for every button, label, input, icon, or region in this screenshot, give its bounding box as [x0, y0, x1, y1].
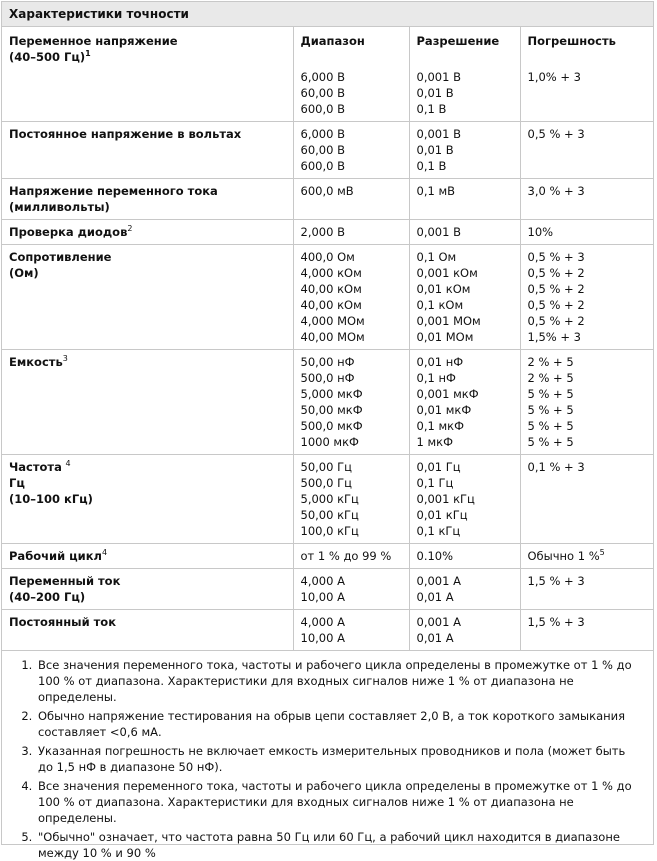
range-value: 50,00 нФ	[300, 355, 355, 369]
row-name-line: (Ом)	[9, 266, 39, 280]
footnote-ref: 2	[127, 224, 133, 234]
spec-table-body	[2, 27, 653, 651]
resolution-cell	[409, 569, 520, 610]
range-value: 500,0 нФ	[300, 371, 355, 385]
range-value: 600,0 В	[300, 102, 345, 116]
row-name-line: Сопротивление	[9, 250, 112, 264]
row-name-line: Частота	[9, 460, 62, 474]
resolution-value: 0,1 Ом	[416, 250, 457, 264]
range-cell	[293, 544, 409, 569]
footnote-ref: 1	[85, 49, 91, 59]
range-value: 4,000 А	[300, 574, 345, 588]
row-name-line: Постоянное напряжение в вольтах	[9, 127, 242, 141]
resolution-value: 0,01 МОм	[416, 330, 474, 344]
footnote-ref: 4	[101, 548, 108, 558]
row-name-line: Переменный ток	[9, 574, 121, 588]
error-cell	[520, 544, 653, 569]
parameter-cell	[2, 455, 293, 544]
range-value: 4,000 кОм	[300, 266, 362, 280]
resolution-cell	[409, 455, 520, 544]
footnote-item: 4. Все значения переменного тока, частоты и рабочего цикла определены в промежутке от 1 % до 100 % от диапазона. Характеристики для входных сигналов ниже 1 % от диапазона не определены.	[36, 778, 643, 826]
range-cell	[293, 455, 409, 544]
resolution-value: 0,01 В	[416, 86, 454, 100]
range-cell	[293, 69, 409, 122]
error-value: 5 % + 5	[527, 419, 574, 433]
range-value: 500,0 Гц	[300, 476, 352, 490]
accuracy-spec-panel	[1, 1, 654, 860]
resolution-cell	[409, 220, 520, 245]
range-cell	[293, 122, 409, 179]
resolution-cell	[409, 179, 520, 220]
range-value: 50,00 кГц	[300, 508, 359, 522]
error-cell	[520, 69, 653, 122]
panel-title	[2, 2, 653, 27]
spec-table	[2, 27, 653, 651]
range-value: 40,00 кОм	[300, 298, 362, 312]
error-value	[528, 548, 648, 564]
range-value: 4,000 МОм	[300, 314, 365, 328]
error-value: 1,0% + 3	[527, 70, 581, 84]
resolution-value: 0,001 В	[416, 127, 461, 141]
error-value: 0,5 % + 2	[527, 298, 585, 312]
error-cell	[520, 179, 653, 220]
table-row	[2, 610, 653, 651]
error-value: 5 % + 5	[527, 435, 574, 449]
range-value: 600,0 мВ	[300, 184, 354, 198]
resolution-value: 0.10%	[416, 549, 454, 563]
parameter-cell	[2, 610, 293, 651]
resolution-value: 0,001 кОм	[416, 266, 478, 280]
table-row	[2, 122, 653, 179]
row-name-line: Переменное напряжение	[9, 34, 178, 48]
row-name-line: Рабочий цикл	[9, 549, 102, 563]
range-cell	[293, 610, 409, 651]
header-parameter-cell	[2, 27, 293, 69]
range-value: 60,00 В	[300, 143, 345, 157]
error-value: 10%	[527, 225, 554, 239]
range-value: 500,0 мкФ	[300, 419, 363, 433]
range-value: 50,00 Гц	[300, 460, 352, 474]
footnote-item: 2. Обычно напряжение тестирования на обрыв цепи составляет 2,0 В, а ток короткого замыкания составляет <0,6 мА.	[36, 708, 643, 740]
parameter-cell	[2, 544, 293, 569]
table-row	[2, 350, 653, 455]
error-cell	[520, 245, 653, 350]
parameter-cell	[2, 122, 293, 179]
range-value: 60,00 В	[300, 86, 345, 100]
range-cell	[293, 350, 409, 455]
header-range: Диапазон	[293, 27, 409, 69]
resolution-value: 0,001 В	[416, 70, 461, 84]
resolution-value: 0,01 А	[416, 631, 454, 645]
resolution-value: 0,001 мкФ	[416, 387, 479, 401]
parameter-cell	[2, 69, 293, 122]
resolution-value: 0,1 мВ	[416, 184, 456, 198]
error-value: 5 % + 5	[527, 403, 574, 417]
range-value: 6,000 В	[300, 70, 345, 84]
error-value: 1,5 % + 3	[527, 615, 585, 629]
resolution-value: 0,01 Гц	[416, 460, 461, 474]
range-cell	[293, 220, 409, 245]
resolution-value: 0,1 В	[416, 102, 447, 116]
resolution-value: 0,001 А	[416, 574, 461, 588]
resolution-value: 0,1 нФ	[416, 371, 456, 385]
range-value: 10,00 А	[300, 631, 345, 645]
resolution-value: 0,001 кГц	[416, 492, 475, 506]
range-value: 5,000 мкФ	[300, 387, 363, 401]
footnote-ref: 5	[599, 548, 605, 558]
row-name-line: (40–500 Гц)	[9, 50, 86, 64]
row-name-line: Гц	[9, 476, 25, 490]
resolution-value: 1 мкФ	[416, 435, 453, 449]
resolution-cell	[409, 69, 520, 122]
resolution-value: 0,01 мкФ	[416, 403, 472, 417]
error-cell	[520, 569, 653, 610]
footnote-ref: 3	[62, 354, 68, 364]
footnotes-list	[12, 657, 643, 861]
footnote-item: 3. Указанная погрешность не включает емкость измерительных проводников и пола (может быть до 1,5 нФ в диапазоне 50 нФ).	[36, 743, 643, 775]
parameter-cell	[2, 220, 293, 245]
error-value: 0,1 % + 3	[527, 460, 585, 474]
error-value: 1,5% + 3	[527, 330, 581, 344]
resolution-cell	[409, 245, 520, 350]
resolution-value: 0,1 мкФ	[416, 419, 464, 433]
range-value: 400,0 Ом	[300, 250, 355, 264]
header-resolution: Разрешение	[409, 27, 520, 69]
row-name-line: Напряжение переменного тока	[9, 184, 218, 198]
resolution-value: 0,01 кГц	[416, 508, 468, 522]
table-header-row	[2, 27, 653, 69]
resolution-value: 0,1 кГц	[416, 524, 461, 538]
range-cell	[293, 245, 409, 350]
range-value: 6,000 В	[300, 127, 345, 141]
error-value: 3,0 % + 3	[527, 184, 585, 198]
range-value: 2,000 В	[300, 225, 345, 239]
table-row	[2, 179, 653, 220]
table-row	[2, 569, 653, 610]
error-cell	[520, 455, 653, 544]
footnote-item: 5. "Обычно" означает, что частота равна 50 Гц или 60 Гц, а рабочий цикл находится в диапазоне между 10 % и 90 %	[36, 829, 643, 861]
panel-title-text: Характеристики точности	[9, 7, 189, 21]
error-value: 0,5 % + 3	[527, 127, 585, 141]
row-name-line: Проверка диодов	[9, 225, 128, 239]
footnote-item: 1. Все значения переменного тока, частоты и рабочего цикла определены в промежутке от 1 % до 100 % от диапазона. Характеристики для входных сигналов ниже 1 % от диапазона не определены.	[36, 657, 643, 705]
range-value: 40,00 МОм	[300, 330, 365, 344]
range-value: 1000 мкФ	[300, 435, 359, 449]
footnotes	[2, 651, 653, 861]
range-value: 4,000 А	[300, 615, 345, 629]
table-row	[2, 69, 653, 122]
row-name-line: Постоянный ток	[9, 615, 117, 629]
range-value: 5,000 кГц	[300, 492, 359, 506]
table-row	[2, 220, 653, 245]
error-value: 0,5 % + 3	[527, 250, 585, 264]
range-value: 40,00 кОм	[300, 282, 362, 296]
row-name-line: (милливольты)	[9, 200, 110, 214]
error-value: 0,5 % + 2	[527, 266, 585, 280]
table-row	[2, 245, 653, 350]
resolution-value: 0,01 кОм	[416, 282, 471, 296]
resolution-cell	[409, 122, 520, 179]
parameter-cell	[2, 569, 293, 610]
parameter-cell	[2, 179, 293, 220]
error-value: 0,5 % + 2	[527, 282, 585, 296]
header-error: Погрешность	[520, 27, 653, 69]
range-cell	[293, 569, 409, 610]
error-value-text: Обычно 1 %	[527, 549, 600, 563]
row-name-line: Емкость	[9, 355, 63, 369]
resolution-cell	[409, 544, 520, 569]
resolution-value: 0,1 кОм	[416, 298, 464, 312]
error-value: 2 % + 5	[527, 371, 574, 385]
resolution-value: 0,001 МОм	[416, 314, 481, 328]
range-value: 600,0 В	[300, 159, 345, 173]
error-value: 5 % + 5	[527, 387, 574, 401]
error-value: 2 % + 5	[527, 355, 574, 369]
parameter-cell	[2, 350, 293, 455]
range-value: 100,0 кГц	[300, 524, 359, 538]
resolution-value: 0,1 В	[416, 159, 447, 173]
range-value: 50,00 мкФ	[300, 403, 363, 417]
error-value: 1,5 % + 3	[527, 574, 585, 588]
table-row	[2, 544, 653, 569]
error-cell	[520, 220, 653, 245]
range-cell	[293, 179, 409, 220]
resolution-value: 0,1 Гц	[416, 476, 454, 490]
error-value: 0,5 % + 2	[527, 314, 585, 328]
resolution-cell	[409, 350, 520, 455]
error-cell	[520, 610, 653, 651]
resolution-value: 0,01 нФ	[416, 355, 464, 369]
error-cell	[520, 350, 653, 455]
resolution-value: 0,001 В	[416, 225, 461, 239]
resolution-value: 0,01 В	[416, 143, 454, 157]
resolution-cell	[409, 610, 520, 651]
resolution-value: 0,001 А	[416, 615, 461, 629]
range-value: 10,00 А	[300, 590, 345, 604]
parameter-cell	[2, 245, 293, 350]
error-cell	[520, 122, 653, 179]
row-name-line: (40–200 Гц)	[9, 590, 86, 604]
table-row	[2, 455, 653, 544]
row-name-line: (10–100 кГц)	[9, 492, 93, 506]
range-value: от 1 % до 99 %	[300, 549, 392, 563]
resolution-value: 0,01 А	[416, 590, 454, 604]
footnote-ref: 4	[65, 459, 71, 469]
